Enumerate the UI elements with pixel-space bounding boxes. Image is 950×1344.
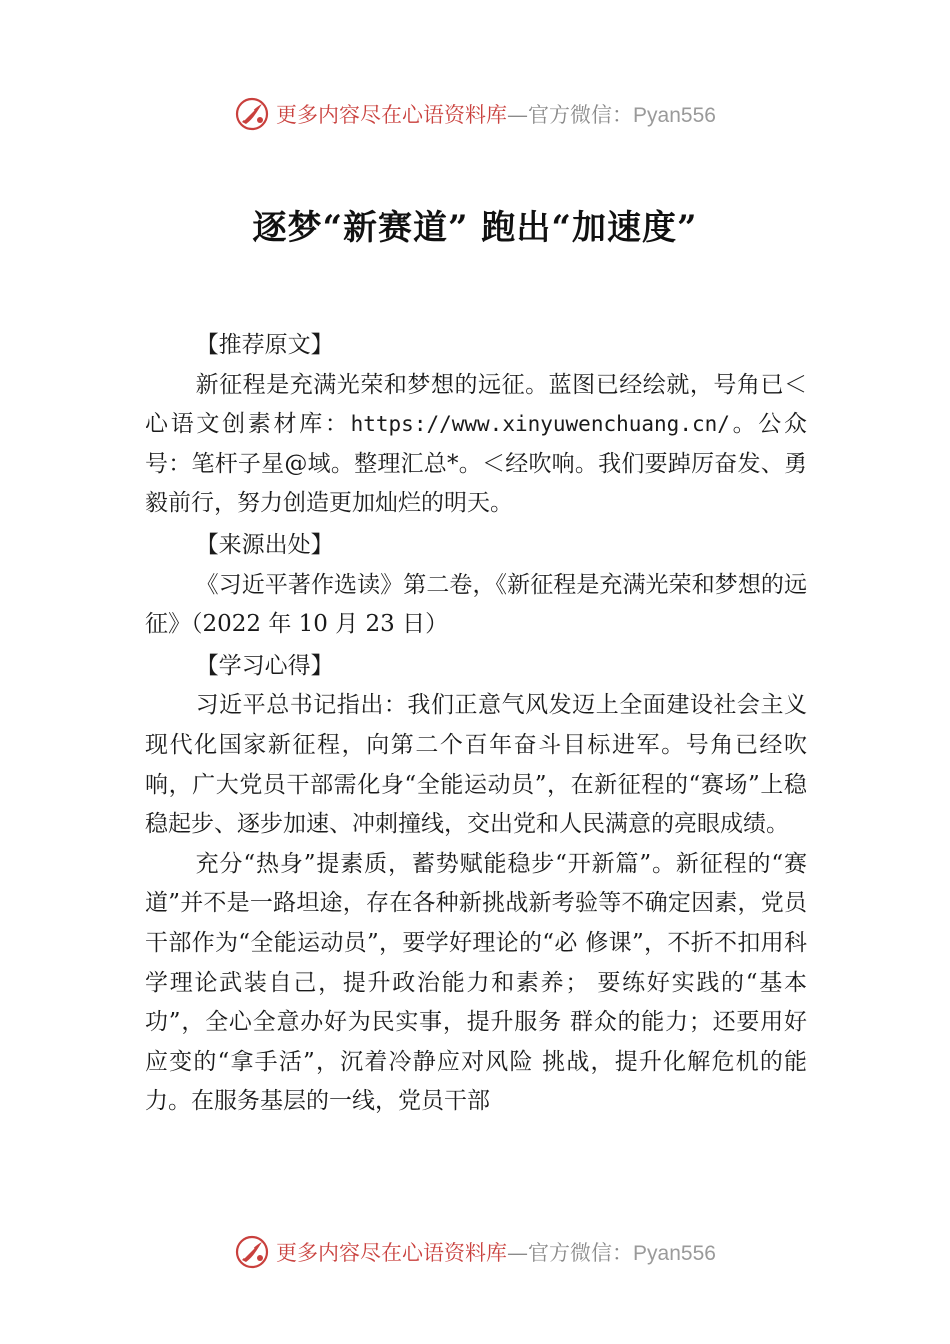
paragraph-recommended-text	[145, 366, 807, 524]
wechat-id: Pyan556	[633, 104, 716, 127]
section-heading-source: 【来源出处】	[195, 531, 334, 558]
section-heading-insights: 【学习心得】	[195, 652, 334, 679]
footer-banner	[0, 1230, 950, 1274]
document-body	[145, 324, 807, 1122]
wechat-label: 官方微信：	[528, 103, 634, 127]
section-heading-recommended: 【推荐原文】	[195, 332, 334, 358]
brand-text: 更多内容尽在心语资料库	[276, 103, 508, 127]
paragraph-insights-1: 习近平总书记指出：我们正意气风发迈上全面建设社会主义现代化国家新征程，向第二个百年奋斗目标进军。号角已经吹响，广大党员干部需化身“全能运动员”，在新征程的“赛场”上稳稳起步、逐步加速、冲刺撞线，交出党和人民满意的亮眼成绩。	[145, 692, 807, 838]
paragraph-text-a: 新征程是充满光荣和梦想的远征。蓝图已经绘就，号角已＜心语文创素材库：	[145, 371, 807, 438]
header-banner	[0, 92, 950, 136]
paragraph-insights-2: 充分“热身”提素质，蓄势赋能稳步“开新篇”。新征程的“赛道”并不是一路坦途，存在各种新挑战新考验等不确定因素，党员干部作为“全能运动员”，要学好理论的“必 修课”，不折不扣用科学理论武装自己，提升政治能力和素养； 要练好实践的“基本功”，全心全意办好为民实事，提升服务 群众的能力；还要用好应变的“拿手活”，沉着冷静应对风险 挑战，提升化解危机的能力。在服务基层的一线，党员干部	[145, 850, 807, 1115]
brand-logo-icon	[234, 1234, 270, 1270]
banner-separator: —	[507, 103, 529, 127]
document-title: 逐梦“新赛道” 跑出“加速度”	[252, 208, 698, 248]
source-url-link[interactable]: https://www.xinyuwenchuang.cn/	[350, 412, 730, 437]
banner-text	[276, 99, 716, 129]
wechat-id: Pyan556	[633, 1242, 716, 1265]
brand-logo-icon	[234, 96, 270, 132]
banner-separator: —	[507, 1241, 529, 1265]
paragraph-source: 《习近平著作选读》第二卷，《新征程是充满光荣和梦想的远征》（2022 年 10 月 23 日）	[145, 571, 807, 638]
brand-text: 更多内容尽在心语资料库	[276, 1241, 508, 1265]
paragraph-text-b: 。公众号：笔杆子星@域。整理汇总*。＜经吹响。我们要踔厉奋发、勇毅前行，努力创造更加灿烂的明天。	[145, 411, 808, 517]
wechat-label: 官方微信：	[528, 1241, 634, 1265]
banner-text	[276, 1237, 716, 1267]
